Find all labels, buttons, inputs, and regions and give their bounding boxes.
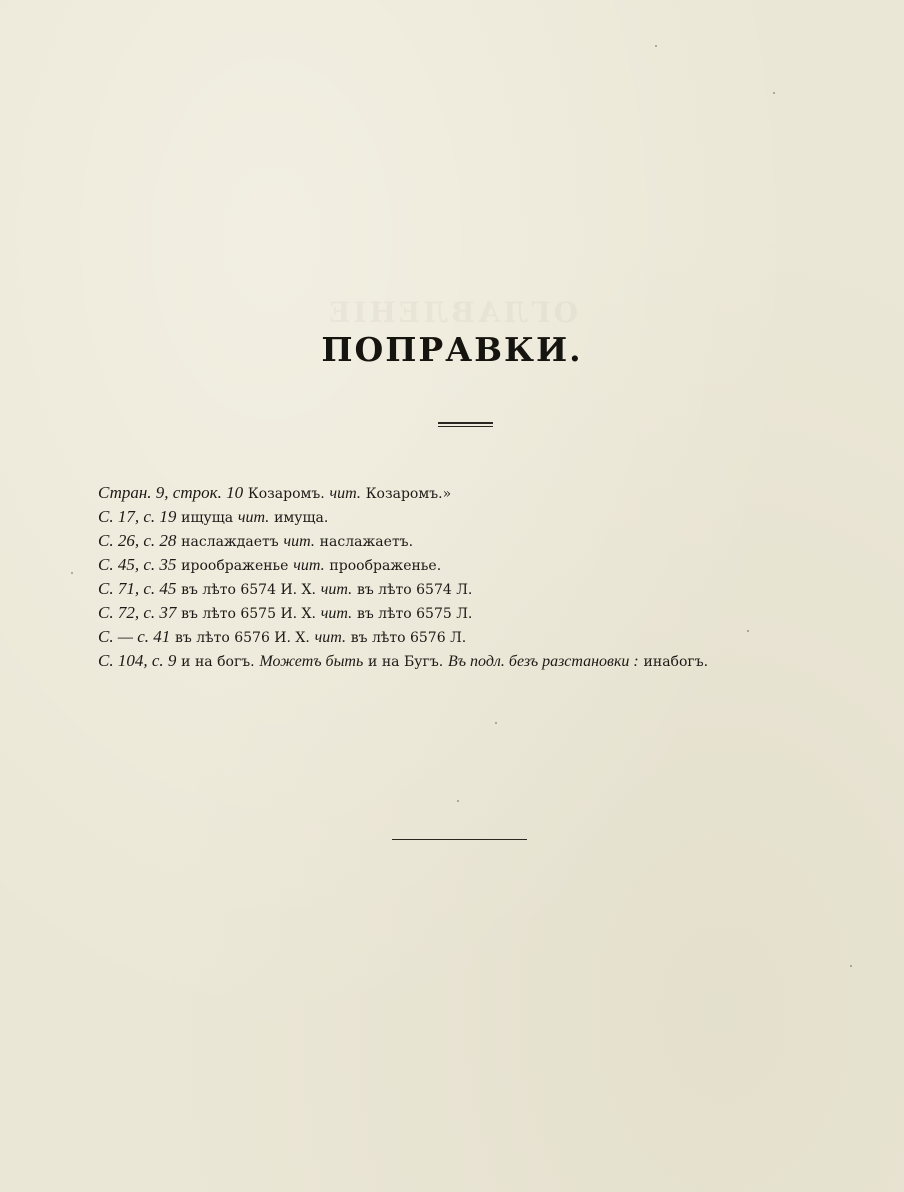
errata-entry bbox=[98, 529, 858, 553]
erroneous-text: Козаромъ. bbox=[247, 486, 325, 502]
erroneous-text: ищуща bbox=[181, 510, 234, 526]
errata-entry bbox=[98, 577, 858, 601]
errata-entry bbox=[98, 505, 858, 529]
erroneous-text: и на богъ. bbox=[181, 654, 255, 670]
erroneous-text: въ лѣто 6576 И. Х. bbox=[175, 630, 310, 646]
errata-entry bbox=[98, 553, 858, 577]
single-rule-divider bbox=[392, 839, 527, 840]
read-as-marker: чит. bbox=[320, 605, 353, 622]
read-as-marker: чит. bbox=[283, 533, 315, 550]
page-line-reference: Стран. 9, строк. 10 bbox=[98, 483, 244, 502]
corrected-text: имуща. bbox=[274, 510, 329, 526]
corrected-text: въ лѣто 6574 Л. bbox=[356, 582, 473, 598]
original-reading: инабогъ. bbox=[643, 654, 709, 670]
show-through-text: ОГЛАВЛЕНІЕ bbox=[326, 296, 578, 329]
read-as-marker: чит. bbox=[293, 557, 325, 574]
paper-speck bbox=[457, 800, 459, 802]
page-line-reference: С. — с. 41 bbox=[98, 627, 171, 646]
errata-entry bbox=[98, 601, 858, 625]
read-as-marker: чит. bbox=[237, 509, 270, 526]
paper-speck bbox=[495, 722, 497, 724]
errata-entry bbox=[98, 649, 858, 673]
paper-speck bbox=[850, 965, 852, 967]
corrected-text: и на Бугъ. bbox=[368, 654, 444, 670]
corrected-text: наслажаетъ. bbox=[319, 534, 414, 550]
corrected-text: Козаромъ.» bbox=[365, 486, 452, 502]
corrected-text: въ лѣто 6576 Л. bbox=[350, 630, 467, 646]
erroneous-text: ироображенье bbox=[181, 558, 289, 574]
errata-entry bbox=[98, 625, 858, 649]
page-line-reference: С. 26, с. 28 bbox=[98, 531, 177, 550]
erroneous-text: въ лѣто 6575 И. Х. bbox=[181, 606, 316, 622]
page-title: ПОПРАВКИ. bbox=[321, 330, 583, 369]
page-line-reference: С. 45, с. 35 bbox=[98, 555, 177, 574]
read-as-marker: чит. bbox=[329, 485, 361, 502]
page-line-reference: С. 104, с. 9 bbox=[98, 651, 177, 670]
maybe-marker: Можетъ быть bbox=[259, 653, 364, 670]
errata-entry bbox=[98, 481, 858, 505]
paper-speck bbox=[773, 92, 775, 94]
paper-speck bbox=[71, 572, 73, 574]
read-as-marker: чит. bbox=[320, 581, 353, 598]
paper-speck bbox=[655, 45, 657, 47]
corrected-text: проображенье. bbox=[329, 558, 442, 574]
page-line-reference: С. 17, с. 19 bbox=[98, 507, 177, 526]
erroneous-text: въ лѣто 6574 И. Х. bbox=[181, 582, 316, 598]
page-line-reference: С. 72, с. 37 bbox=[98, 603, 177, 622]
original-note: Въ подл. безъ разстановки : bbox=[447, 653, 639, 670]
double-rule-divider bbox=[438, 422, 493, 427]
erroneous-text: наслаждаетъ bbox=[181, 534, 279, 550]
page-line-reference: С. 71, с. 45 bbox=[98, 579, 177, 598]
paper-speck bbox=[747, 630, 749, 632]
errata-list bbox=[98, 481, 858, 673]
read-as-marker: чит. bbox=[314, 629, 347, 646]
corrected-text: въ лѣто 6575 Л. bbox=[356, 606, 473, 622]
